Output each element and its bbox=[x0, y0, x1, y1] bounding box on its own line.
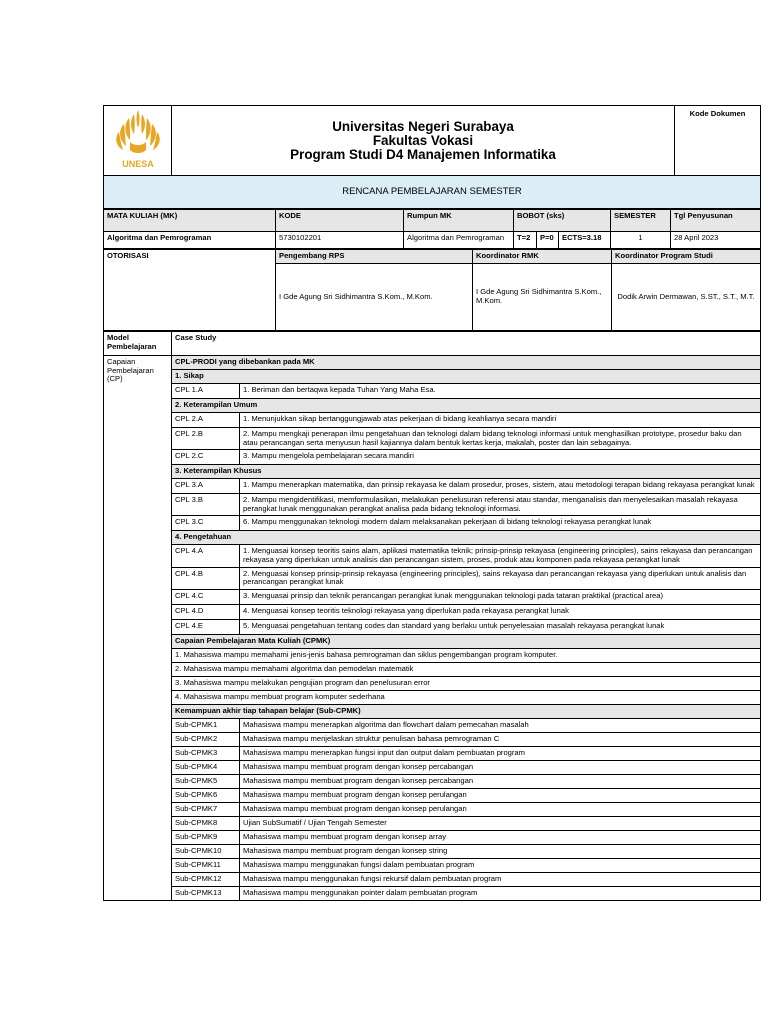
sub-cpmk-row-code: Sub-CPMK4 bbox=[172, 760, 240, 774]
cpl-row-code: CPL 2.A bbox=[172, 413, 240, 428]
cpmk-row bbox=[104, 690, 761, 704]
khusus-header-row bbox=[104, 465, 761, 479]
course-semester: 1 bbox=[611, 232, 671, 249]
cpmk-row bbox=[104, 662, 761, 676]
cpl-row bbox=[104, 516, 761, 531]
label-cp: Capaian Pembelajaran (CP) bbox=[104, 356, 172, 901]
institution-title bbox=[172, 106, 675, 176]
course-table bbox=[103, 209, 761, 249]
label-bobot: BOBOT (sks) bbox=[514, 210, 611, 232]
course-date: 28 April 2023 bbox=[671, 232, 761, 249]
label-mk: MATA KULIAH (MK) bbox=[104, 210, 276, 232]
sub-cpmk-row bbox=[104, 760, 761, 774]
otorisasi-table bbox=[103, 249, 761, 331]
label-semester: SEMESTER bbox=[611, 210, 671, 232]
sub-cpmk-row-code: Sub-CPMK13 bbox=[172, 886, 240, 900]
sub-cpmk-row bbox=[104, 746, 761, 760]
label-rumpun: Rumpun MK bbox=[404, 210, 514, 232]
cpl-row-code: CPL 3.C bbox=[172, 516, 240, 531]
cpl-row-code: CPL 2.C bbox=[172, 450, 240, 465]
sub-cpmk-row-text: Mahasiswa mampu menerapkan fungsi input dan output dalam pembuatan program bbox=[240, 746, 761, 760]
label-pengembang: Pengembang RPS bbox=[276, 250, 473, 264]
logo-text: UNESA bbox=[121, 159, 154, 170]
sub-cpmk-row-code: Sub-CPMK1 bbox=[172, 718, 240, 732]
sub-cpmk-row bbox=[104, 732, 761, 746]
sub-cpmk-row bbox=[104, 886, 761, 900]
sub-cpmk-row-code: Sub-CPMK7 bbox=[172, 802, 240, 816]
sub-cpmk-row bbox=[104, 802, 761, 816]
sub-cpmk-row bbox=[104, 718, 761, 732]
sub-cpmk-row-text: Mahasiswa mampu membuat program dengan konsep array bbox=[240, 830, 761, 844]
sub-cpmk-row-text: Ujian SubSumatif / Ujian Tengah Semester bbox=[240, 816, 761, 830]
cpl-row-text: 4. Menguasai konsep teoritis teknologi rekayasa yang diperlukan pada rekayasa perangkat lunak bbox=[240, 604, 761, 619]
sub-cpmk-row bbox=[104, 858, 761, 872]
sub-cpmk-row-text: Mahasiswa mampu menerapkan algoritma dan flowchart dalam pemecahan masalah bbox=[240, 718, 761, 732]
sub-cpmk-row-code: Sub-CPMK2 bbox=[172, 732, 240, 746]
sub-cpmk-row-code: Sub-CPMK10 bbox=[172, 844, 240, 858]
sikap-header-row bbox=[104, 370, 761, 384]
sub-cpmk-row-code: Sub-CPMK11 bbox=[172, 858, 240, 872]
cpl-row-text: 1. Menguasai konsep teoritis sains alam, aplikasi matematika teknik; prinsip-prinsip rekayasa (engineering principles), sains rekayasa dan perancangan rekayasa yang diperlukan untuk analisis dan perancangan sistem, proses, produk atau komponen pada rekayasa perangkat lunak bbox=[240, 545, 761, 567]
sub-cpmk-row-code: Sub-CPMK6 bbox=[172, 788, 240, 802]
pengetahuan-header-row bbox=[104, 531, 761, 545]
cpmk-text: 1. Mahasiswa mampu memahami jenis-jenis bahasa pemrograman dan siklus pengembangan program komputer. bbox=[172, 648, 761, 662]
cpl-row-text: 5. Menguasai pengetahuan tentang codes dan standard yang berlaku untuk penyelesaian masalah rekayasa perangkat lunak bbox=[240, 619, 761, 634]
label-tgl: Tgl Penyusunan bbox=[671, 210, 761, 232]
sub-cpmk-row-text: Mahasiswa mampu membuat program dengan konsep percabangan bbox=[240, 774, 761, 788]
label-koordinator-prodi: Koordinator Program Studi bbox=[612, 250, 761, 264]
bobot-p: P=0 bbox=[537, 232, 559, 249]
koordinator-prodi-name: Dodik Arwin Dermawan, S.ST., S.T., M.T. bbox=[612, 264, 761, 331]
cpl-row bbox=[104, 450, 761, 465]
sub-cpmk-row bbox=[104, 844, 761, 858]
cpl-row bbox=[104, 589, 761, 604]
cpmk-text: 4. Mahasiswa mampu membuat program komputer sederhana bbox=[172, 690, 761, 704]
rps-document bbox=[103, 105, 760, 901]
sub-cpmk-row bbox=[104, 816, 761, 830]
sub-cpmk-row-text: Mahasiswa mampu menggunakan fungsi dalam pembuatan program bbox=[240, 858, 761, 872]
bobot-t: T=2 bbox=[514, 232, 537, 249]
label-kode: KODE bbox=[276, 210, 404, 232]
cp-body bbox=[104, 356, 761, 901]
cpl-row bbox=[104, 384, 761, 399]
faculty-name: Fakultas Vokasi bbox=[372, 132, 474, 148]
sub-cpmk-row bbox=[104, 830, 761, 844]
bobot-ects: ECTS=3.18 bbox=[559, 232, 611, 249]
cpl-row-text: 3. Mampu mengelola pembelajaran secara mandiri bbox=[240, 450, 761, 465]
sub-cpmk-row-text: Mahasiswa mampu menggunakan pointer dalam pembuatan program bbox=[240, 886, 761, 900]
cp-table bbox=[103, 331, 761, 901]
cpl-row-code: CPL 3.A bbox=[172, 479, 240, 494]
sub-cpmk-header: Kemampuan akhir tiap tahapan belajar (Sub-CPMK) bbox=[172, 704, 761, 718]
sub-cpmk-row-text: Mahasiswa mampu membuat program dengan konsep perulangan bbox=[240, 802, 761, 816]
sub-cpmk-row bbox=[104, 774, 761, 788]
cpmk-row bbox=[104, 648, 761, 662]
model-value: Case Study bbox=[172, 332, 761, 356]
cpl-row-code: CPL 2.B bbox=[172, 428, 240, 450]
cpl-row-text: 6. Mampu menggunakan teknologi modern dalam melaksanakan pekerjaan di bidang teknologi rekayasa perangkat lunak bbox=[240, 516, 761, 531]
cpl-row-text: 2. Mampu mengidentifikasi, memformulasikan, melakukan penelusuran referensi atau standar, menganalisis dan menyelesaikan masalah rekayasa perangkat lunak menggunakan perangkat analisa pada bidang teknologi informasi. bbox=[240, 494, 761, 516]
sub-cpmk-row-code: Sub-CPMK3 bbox=[172, 746, 240, 760]
sub-cpmk-row bbox=[104, 872, 761, 886]
cpl-row-code: CPL 4.B bbox=[172, 567, 240, 589]
cpl-row bbox=[104, 413, 761, 428]
cpl-row-code: CPL 3.B bbox=[172, 494, 240, 516]
sub-cpmk-row-code: Sub-CPMK8 bbox=[172, 816, 240, 830]
kode-dokumen: Kode Dokumen bbox=[675, 106, 761, 176]
cpl-row bbox=[104, 604, 761, 619]
course-name: Algoritma dan Pemrograman bbox=[104, 232, 276, 249]
cpmk-header-row bbox=[104, 634, 761, 648]
cpl-row bbox=[104, 494, 761, 516]
cpl-row bbox=[104, 545, 761, 567]
document-title: RENCANA PEMBELAJARAN SEMESTER bbox=[104, 176, 761, 209]
sub-cpmk-row-text: Mahasiswa mampu membuat program dengan konsep percabangan bbox=[240, 760, 761, 774]
sub-cpmk-row-code: Sub-CPMK5 bbox=[172, 774, 240, 788]
cpl-row bbox=[104, 479, 761, 494]
sub-cpmk-row-code: Sub-CPMK9 bbox=[172, 830, 240, 844]
sub-cpmk-row-text: Mahasiswa mampu menggunakan fungsi rekursif dalam pembuatan program bbox=[240, 872, 761, 886]
cpl-row-code: CPL 4.A bbox=[172, 545, 240, 567]
cpmk-row bbox=[104, 676, 761, 690]
khusus-header: 3. Keterampilan Khusus bbox=[172, 465, 761, 479]
cpl-row bbox=[104, 428, 761, 450]
label-model: Model Pembelajaran bbox=[104, 332, 172, 356]
course-code: 5730102201 bbox=[276, 232, 404, 249]
label-otorisasi: OTORISASI bbox=[104, 250, 276, 331]
sub-cpmk-header-row bbox=[104, 704, 761, 718]
sub-cpmk-row-text: Mahasiswa mampu menjelaskan struktur penulisan bahasa pemrograman C bbox=[240, 732, 761, 746]
cpl-row-text: 1. Mampu menerapkan matematika, dan prinsip rekayasa ke dalam prosedur, proses, sistem, atau metodologi terapan bidang rekayasa perangkat lunak bbox=[240, 479, 761, 494]
pengembang-name: I Gde Agung Sri Sidhimantra S.Kom., M.Kom. bbox=[276, 264, 473, 331]
cpl-row-code: CPL 4.E bbox=[172, 619, 240, 634]
logo-cell bbox=[104, 106, 172, 176]
cpmk-header: Capaian Pembelajaran Mata Kuliah (CPMK) bbox=[172, 634, 761, 648]
umum-header: 2. Keterampilan Umum bbox=[172, 399, 761, 413]
cpl-row bbox=[104, 567, 761, 589]
unesa-logo bbox=[110, 106, 166, 172]
cpl-row-text: 2. Menguasai konsep prinsip-prinsip rekayasa (engineering principles), sains rekayasa dan perancangan rekayasa yang diperlukan untuk analisis dan perancangan perangkat lunak bbox=[240, 567, 761, 589]
umum-header-row bbox=[104, 399, 761, 413]
cpl-row bbox=[104, 619, 761, 634]
course-rumpun: Algoritma dan Pemrograman bbox=[404, 232, 514, 249]
sub-cpmk-row-text: Mahasiswa mampu membuat program dengan konsep string bbox=[240, 844, 761, 858]
cpl-row-code: CPL 4.C bbox=[172, 589, 240, 604]
cpl-row-text: 1. Beriman dan bertaqwa kepada Tuhan Yang Maha Esa. bbox=[240, 384, 761, 399]
cpl-row-text: 2. Mampu mengkaji penerapan ilmu pengetahuan dan teknologi dalam bidang teknologi informasi untuk menghasilkan prototype, prosedur baku dan atau perancangan serta menyusun hasil kajiannya dalam bentuk kertas kerja, makalah, poster dan lain sebagainya. bbox=[240, 428, 761, 450]
cpl-prodi-header: CPL-PRODI yang dibebankan pada MK bbox=[172, 356, 761, 370]
cpl-row-text: 3. Menguasai prinsip dan teknik perancangan perangkat lunak menggunakan teknologi pada tataran praktikal (practical area) bbox=[240, 589, 761, 604]
header-table bbox=[103, 105, 761, 209]
koordinator-rmk-name: I Gde Agung Sri Sidhimantra S.Kom., M.Kom. bbox=[473, 264, 612, 331]
university-name: Universitas Negeri Surabaya bbox=[332, 118, 514, 134]
cpmk-text: 2. Mahasiswa mampu memahami algoritma dan pemodelan matematik bbox=[172, 662, 761, 676]
cpl-row-code: CPL 4.D bbox=[172, 604, 240, 619]
pengetahuan-header: 4. Pengetahuan bbox=[172, 531, 761, 545]
sub-cpmk-row bbox=[104, 788, 761, 802]
cpl-row-text: 1. Menunjukkan sikap bertanggungjawab atas pekerjaan di bidang keahlianya secara mandiri bbox=[240, 413, 761, 428]
sikap-header: 1. Sikap bbox=[172, 370, 761, 384]
cpmk-text: 3. Mahasiswa mampu melakukan pengujian program dan penelusuran error bbox=[172, 676, 761, 690]
program-name: Program Studi D4 Manajemen Informatika bbox=[290, 146, 556, 162]
label-koordinator-rmk: Koordinator RMK bbox=[473, 250, 612, 264]
sub-cpmk-row-code: Sub-CPMK12 bbox=[172, 872, 240, 886]
cpl-row-code: CPL 1.A bbox=[172, 384, 240, 399]
sub-cpmk-row-text: Mahasiswa mampu membuat program dengan konsep perulangan bbox=[240, 788, 761, 802]
